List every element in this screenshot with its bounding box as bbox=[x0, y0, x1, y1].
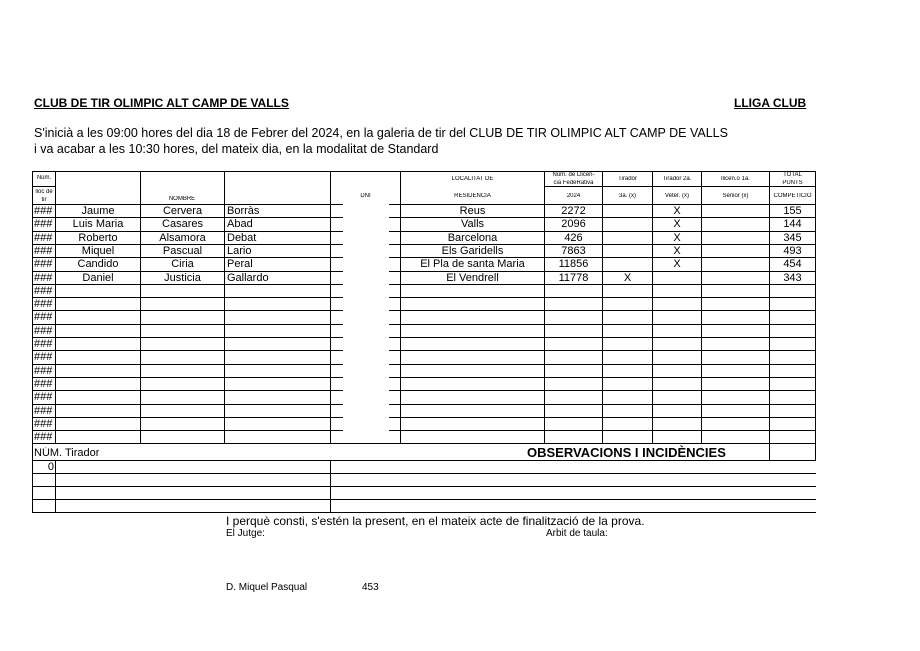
header-year: 2024 bbox=[566, 193, 581, 199]
row-line bbox=[32, 443, 330, 444]
dni-tick bbox=[330, 430, 342, 431]
licence-number: 11856 bbox=[558, 258, 589, 271]
residence: Valls bbox=[460, 218, 485, 231]
header-federativa: cia FedeRativa bbox=[553, 180, 594, 186]
league-title: LLIGA CLUB bbox=[734, 96, 807, 110]
dni-tick bbox=[330, 390, 342, 391]
surname-1: Alsamora bbox=[159, 231, 206, 244]
residence: Reus bbox=[459, 205, 486, 217]
header-num-tir: tir bbox=[41, 197, 47, 203]
observ-row-line bbox=[330, 499, 816, 500]
dni-tick bbox=[330, 417, 342, 418]
surname-2: Gallardo bbox=[227, 271, 269, 284]
row-line bbox=[32, 417, 330, 418]
bottom-row-line bbox=[32, 460, 330, 461]
dni-tick bbox=[330, 231, 342, 232]
header-num: Núm. bbox=[36, 175, 52, 181]
residence: El Vendrell bbox=[446, 271, 499, 284]
row-line bbox=[342, 430, 343, 431]
surname-2: Peral bbox=[227, 258, 253, 271]
table-top-border bbox=[32, 171, 815, 172]
dni-tick bbox=[389, 390, 400, 391]
bottom-col-line bbox=[55, 460, 56, 512]
first-name: Candido bbox=[77, 258, 119, 271]
dni-tick bbox=[389, 271, 400, 272]
tirador-count: 0 bbox=[47, 461, 54, 473]
dni-tick bbox=[389, 337, 400, 338]
row-line bbox=[342, 350, 343, 351]
dni-tick bbox=[389, 350, 400, 351]
row-line bbox=[400, 364, 816, 365]
surname-2: Abad bbox=[227, 218, 253, 231]
row-line bbox=[342, 310, 343, 311]
veteran-mark: X bbox=[673, 258, 681, 271]
licence-number: 7863 bbox=[561, 244, 586, 257]
header-nombre: NOMBRE bbox=[168, 196, 196, 202]
dni-tick bbox=[330, 271, 342, 272]
dni-tick bbox=[330, 364, 342, 365]
row-number: ### bbox=[34, 364, 53, 377]
row-line bbox=[32, 350, 330, 351]
bottom-col-line bbox=[330, 460, 331, 512]
table-referee-label: Arbit de taula: bbox=[546, 528, 608, 539]
club-title: CLUB DE TIR OLIMPIC ALT CAMP DE VALLS bbox=[34, 96, 289, 110]
dni-tick bbox=[330, 324, 342, 325]
surname-1: Pascual bbox=[162, 244, 203, 257]
row-line bbox=[400, 390, 816, 391]
dni-tick bbox=[330, 404, 342, 405]
dni-tick bbox=[330, 297, 342, 298]
row-number: ### bbox=[34, 205, 53, 217]
dni-tick bbox=[330, 284, 342, 285]
dni-tick bbox=[389, 417, 400, 418]
row-line bbox=[32, 390, 330, 391]
row-line bbox=[342, 231, 343, 232]
row-number: ### bbox=[34, 404, 53, 417]
total-points: 155 bbox=[783, 205, 802, 217]
residence: Els Garidells bbox=[441, 244, 504, 257]
residence: El Pla de santa Maria bbox=[420, 258, 525, 271]
surname-2: Debat bbox=[227, 231, 257, 244]
header-competicio: COMPETICIÓ bbox=[773, 193, 812, 199]
row-number: ### bbox=[34, 338, 53, 350]
row-line bbox=[400, 310, 816, 311]
header-punts: PUNTS bbox=[782, 180, 803, 186]
row-line bbox=[342, 324, 343, 325]
dni-tick bbox=[389, 244, 400, 245]
licence-number: 2096 bbox=[561, 218, 586, 231]
bottom-row-line bbox=[32, 499, 330, 500]
row-line bbox=[342, 297, 343, 298]
dni-tick bbox=[330, 244, 342, 245]
header-dni: DNI bbox=[360, 193, 371, 199]
dni-tick bbox=[389, 284, 400, 285]
dni-tick bbox=[389, 324, 400, 325]
header-tirador-3a: 3a. (x) bbox=[618, 193, 636, 199]
row-line bbox=[342, 417, 343, 418]
dni-tick bbox=[389, 217, 400, 218]
row-line bbox=[342, 284, 343, 285]
header-divider bbox=[32, 186, 56, 187]
total-points: 345 bbox=[783, 231, 802, 244]
header-tirador: Tirador bbox=[618, 176, 637, 182]
row-line bbox=[400, 297, 816, 298]
surname-1: Justicia bbox=[164, 271, 201, 284]
judge-label: El Jutge: bbox=[226, 528, 265, 539]
row-line bbox=[32, 430, 330, 431]
veteran-mark: X bbox=[673, 231, 681, 244]
tirador-3a-mark: X bbox=[623, 271, 632, 284]
row-line bbox=[32, 297, 330, 298]
dni-tick bbox=[389, 404, 400, 405]
row-number: ### bbox=[34, 377, 53, 390]
dni-tick bbox=[389, 364, 400, 365]
row-line bbox=[32, 310, 330, 311]
row-line bbox=[342, 404, 343, 405]
row-number: ### bbox=[34, 351, 53, 364]
row-line bbox=[400, 404, 816, 405]
first-name: Daniel bbox=[82, 271, 114, 284]
row-line bbox=[32, 377, 330, 378]
dni-tick bbox=[330, 337, 342, 338]
row-line bbox=[400, 324, 816, 325]
header-residencia: RESIDÈNCIA bbox=[454, 193, 491, 199]
intro-line-2: i va acabar a les 10:30 hores, del mateix dia, en la modalitat de Standard bbox=[34, 142, 439, 156]
dni-tick bbox=[330, 310, 342, 311]
row-line bbox=[342, 204, 343, 205]
row-number: ### bbox=[34, 258, 53, 271]
dni-tick bbox=[389, 257, 400, 258]
header-localitat: LOCALITAT DE bbox=[451, 176, 494, 182]
row-line bbox=[342, 390, 343, 391]
row-number: ### bbox=[34, 298, 53, 311]
header-veteran: Veter. (x) bbox=[664, 193, 689, 199]
header-senior: Sènior (x) bbox=[722, 193, 749, 199]
row-line bbox=[32, 404, 330, 405]
signer-name: D. Miquel Pasqual bbox=[226, 582, 308, 593]
row-line bbox=[342, 217, 343, 218]
signer-number: 453 bbox=[362, 582, 379, 593]
header-num-lloc: lloc de bbox=[35, 189, 53, 195]
row-line bbox=[342, 257, 343, 258]
residence: Barcelona bbox=[447, 231, 498, 244]
row-number: ### bbox=[34, 284, 53, 297]
row-number: ### bbox=[34, 391, 53, 404]
veteran-mark: X bbox=[673, 244, 681, 257]
bottom-right-border bbox=[815, 444, 816, 460]
dni-tick bbox=[330, 217, 342, 218]
row-line bbox=[32, 337, 330, 338]
row-number: ### bbox=[34, 431, 53, 444]
total-points: 144 bbox=[783, 218, 802, 231]
dni-tick bbox=[330, 257, 342, 258]
row-line bbox=[342, 271, 343, 272]
dni-tick bbox=[389, 443, 400, 444]
bottom-left-border bbox=[32, 444, 33, 512]
dni-tick bbox=[330, 204, 342, 205]
dni-tick bbox=[389, 310, 400, 311]
row-line bbox=[32, 364, 330, 365]
row-line bbox=[400, 430, 816, 431]
row-number: ### bbox=[34, 218, 53, 231]
first-name: Luis Maria bbox=[72, 218, 124, 231]
row-number: ### bbox=[34, 231, 53, 244]
licence-number: 11778 bbox=[558, 271, 589, 284]
bottom-border bbox=[32, 512, 816, 513]
row-number: ### bbox=[34, 271, 53, 284]
total-points: 454 bbox=[783, 258, 802, 271]
header-total: TOTAL bbox=[783, 172, 802, 178]
dni-tick bbox=[330, 350, 342, 351]
row-line bbox=[400, 377, 816, 378]
header-tirador-2a: Tirador 2a. bbox=[662, 176, 692, 182]
header-llicen: llicèn.o 1a. bbox=[721, 176, 750, 182]
bottom-row-line bbox=[32, 486, 330, 487]
row-line bbox=[400, 417, 816, 418]
row-line bbox=[400, 337, 816, 338]
observations-heading: OBSERVACIONS I INCIDÈNCIES bbox=[527, 445, 726, 460]
observ-row-line bbox=[330, 473, 816, 474]
observ-row-line bbox=[330, 460, 816, 461]
observ-row-line bbox=[330, 486, 816, 487]
licence-number: 2272 bbox=[561, 205, 586, 217]
row-number: ### bbox=[34, 324, 53, 337]
row-line bbox=[400, 350, 816, 351]
closing-statement: I perquè consti, s'estén la present, en el mateix acte de finalització de la prova. bbox=[226, 514, 645, 528]
row-number: ### bbox=[34, 417, 53, 430]
total-points: 343 bbox=[783, 271, 802, 284]
surname-2: Borràs bbox=[227, 205, 260, 217]
surname-1: Casares bbox=[162, 218, 203, 231]
dni-tick bbox=[389, 231, 400, 232]
veteran-mark: X bbox=[673, 218, 681, 231]
dni-tick bbox=[389, 377, 400, 378]
surname-1: Ciria bbox=[171, 258, 194, 271]
header-llicencia: Núm. de Llicèn- bbox=[552, 172, 595, 178]
surname-1: Cervera bbox=[162, 205, 203, 217]
first-name: Jaume bbox=[81, 205, 115, 217]
row-number: ### bbox=[34, 244, 53, 257]
row-line bbox=[342, 244, 343, 245]
first-name: Roberto bbox=[78, 231, 118, 244]
row-line bbox=[342, 337, 343, 338]
intro-line-1: S'inicià a les 09:00 hores del dia 18 de Febrer del 2024, en la galeria de tir del CLUB DE TIR OLIMPIC ALT CAMP DE VALLS bbox=[34, 126, 728, 140]
first-name: Miquel bbox=[81, 244, 115, 257]
dni-tick bbox=[389, 430, 400, 431]
dni-tick bbox=[330, 377, 342, 378]
row-line bbox=[32, 324, 330, 325]
licence-number: 426 bbox=[564, 231, 583, 244]
num-tirador-label: NÚM. Tirador bbox=[34, 447, 100, 459]
surname-2: Lario bbox=[227, 244, 252, 257]
total-points: 493 bbox=[783, 244, 802, 257]
bottom-total-line bbox=[769, 444, 770, 460]
row-line bbox=[342, 364, 343, 365]
row-line bbox=[342, 377, 343, 378]
veteran-mark: X bbox=[673, 205, 681, 217]
dni-tick bbox=[389, 204, 400, 205]
dni-tick bbox=[389, 297, 400, 298]
row-line bbox=[342, 443, 343, 444]
row-number: ### bbox=[34, 311, 53, 324]
dni-tick bbox=[330, 443, 342, 444]
bottom-row-line bbox=[32, 473, 330, 474]
